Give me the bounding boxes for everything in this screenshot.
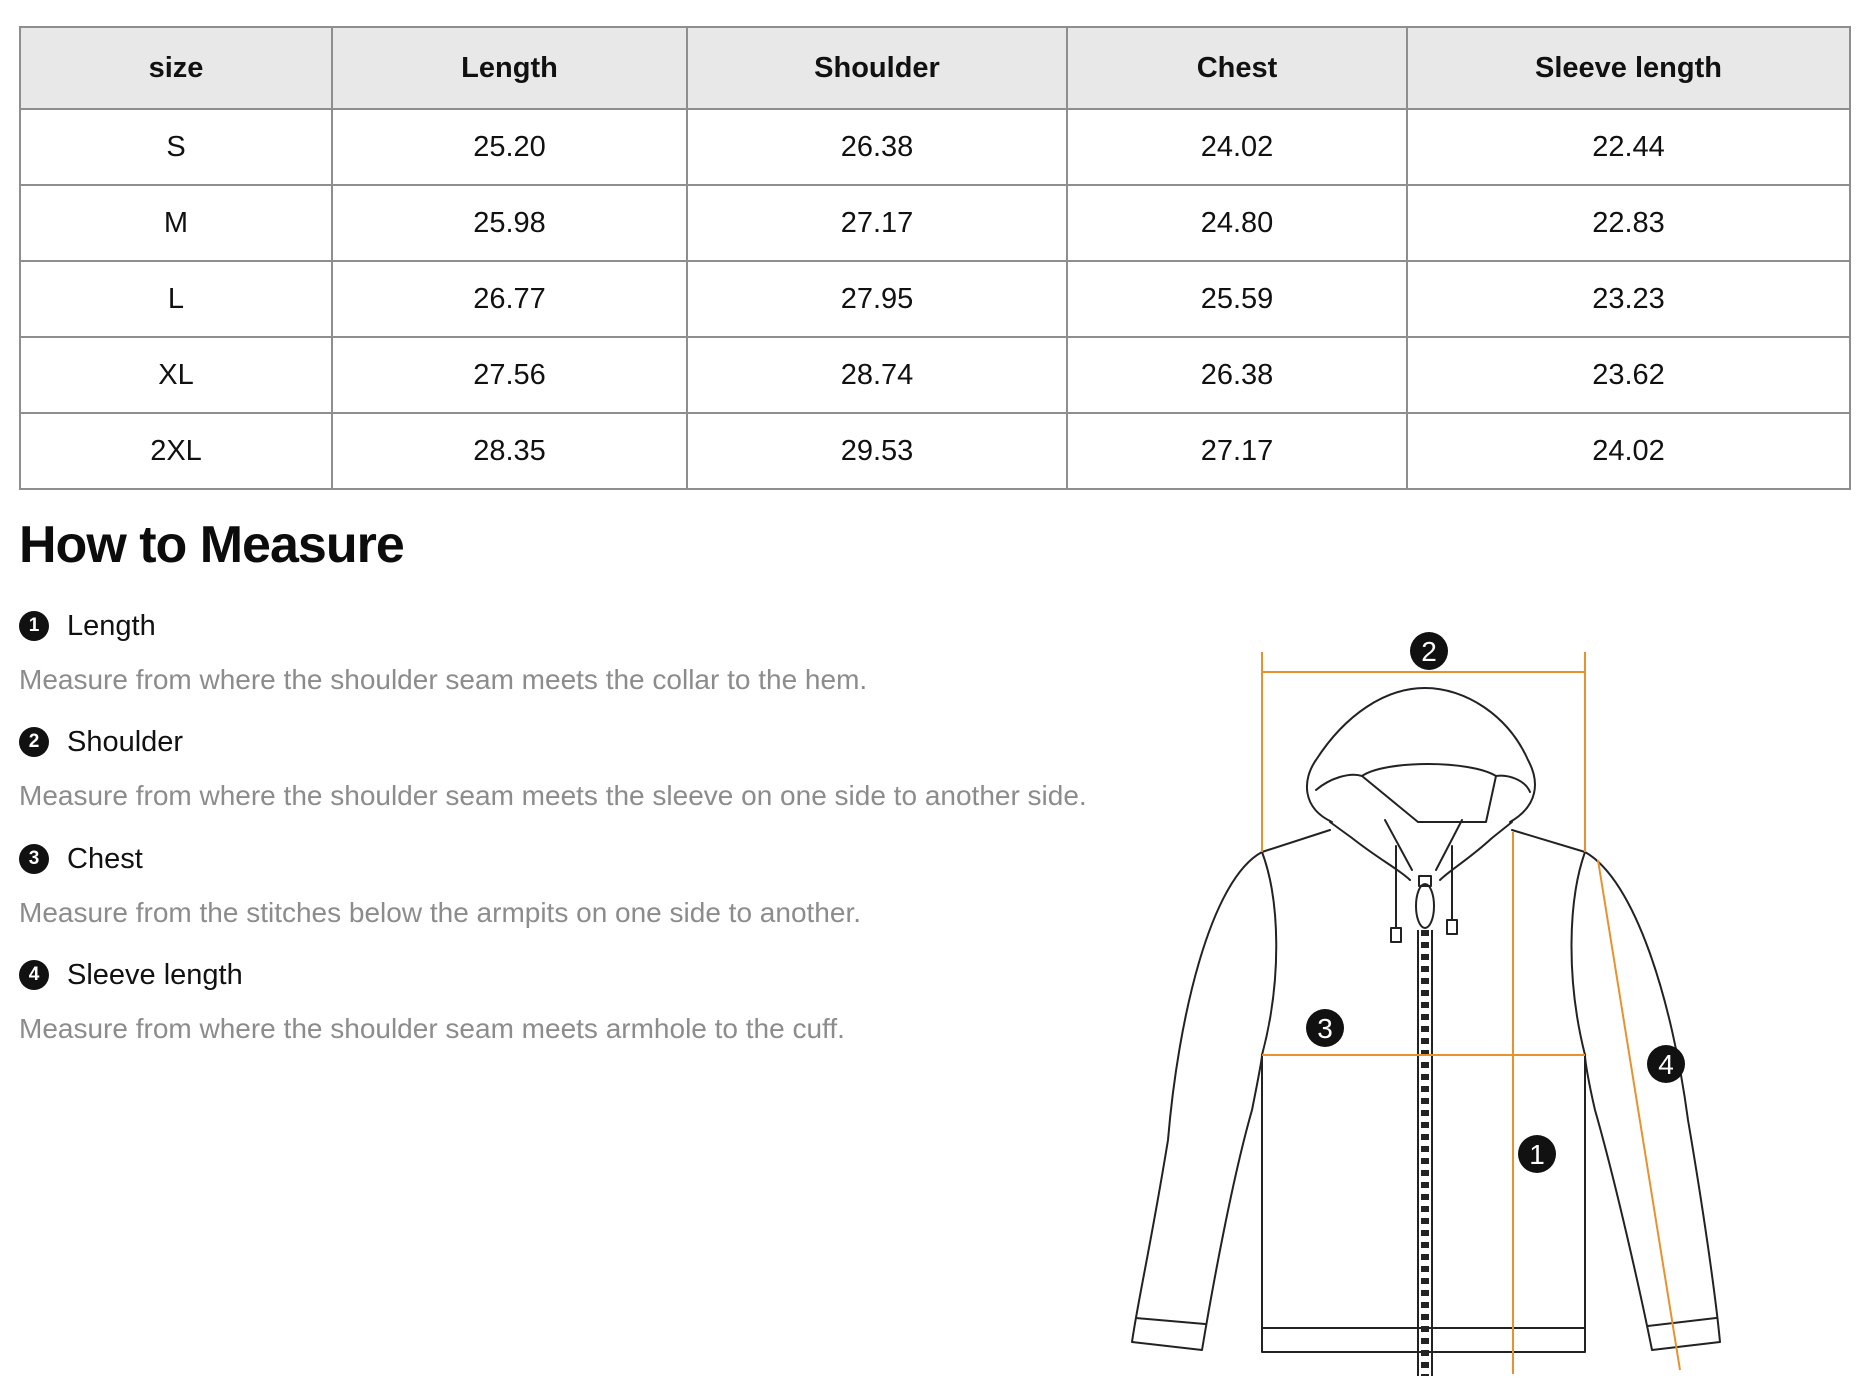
measure-item-description: Measure from where the shoulder seam meets the sleeve on one side to another side. [19, 780, 1087, 811]
measure-item-description: Measure from where the shoulder seam meets the collar to the hem. [19, 664, 868, 695]
header-shoulder: Shoulder [687, 27, 1067, 109]
cell-size: 2XL [20, 413, 332, 489]
measure-item-name: Chest [67, 842, 143, 875]
cell-chest: 25.59 [1067, 261, 1407, 337]
header-chest: Chest [1067, 27, 1407, 109]
measure-item-sleeve-length [19, 955, 1119, 1045]
how-to-measure-title: How to Measure [19, 516, 404, 574]
measure-item-header [19, 606, 1119, 646]
cell-shoulder: 29.53 [687, 413, 1067, 489]
cell-size: M [20, 185, 332, 261]
table-row [20, 261, 1850, 337]
header-size: size [20, 27, 332, 109]
marker-2-label: 2 [1421, 636, 1437, 667]
number-1-icon: 1 [19, 611, 49, 641]
cell-sleeve-length: 23.62 [1407, 337, 1850, 413]
table-row [20, 185, 1850, 261]
measure-item-header [19, 839, 1119, 879]
sleeve-measure-line [1598, 860, 1680, 1370]
cell-length: 27.56 [332, 337, 687, 413]
cell-shoulder: 27.17 [687, 185, 1067, 261]
cell-length: 26.77 [332, 261, 687, 337]
marker-3-label: 3 [1317, 1013, 1333, 1044]
cell-shoulder: 26.38 [687, 109, 1067, 185]
number-4-icon: 4 [19, 960, 49, 990]
cell-chest: 24.80 [1067, 185, 1407, 261]
marker-1-label: 1 [1529, 1139, 1545, 1170]
number-3-icon: 3 [19, 844, 49, 874]
table-row [20, 109, 1850, 185]
cell-size: S [20, 109, 332, 185]
cell-sleeve-length: 24.02 [1407, 413, 1850, 489]
measure-item-length [19, 606, 1119, 696]
measure-item-shoulder [19, 722, 1119, 812]
cell-chest: 24.02 [1067, 109, 1407, 185]
cell-length: 28.35 [332, 413, 687, 489]
measure-item-name: Sleeve length [67, 958, 243, 991]
measure-item-description: Measure from the stitches below the armpits on one side to another. [19, 897, 862, 928]
zipper [1418, 930, 1432, 1376]
size-chart-table [19, 26, 1851, 490]
cell-sleeve-length: 22.44 [1407, 109, 1850, 185]
cell-length: 25.98 [332, 185, 687, 261]
cell-size: L [20, 261, 332, 337]
number-2-icon: 2 [19, 727, 49, 757]
header-length: Length [332, 27, 687, 109]
cell-chest: 26.38 [1067, 337, 1407, 413]
cell-sleeve-length: 23.23 [1407, 261, 1850, 337]
table-row [20, 337, 1850, 413]
cell-shoulder: 28.74 [687, 337, 1067, 413]
cell-sleeve-length: 22.83 [1407, 185, 1850, 261]
cell-shoulder: 27.95 [687, 261, 1067, 337]
table-header-row [20, 27, 1850, 109]
marker-4-label: 4 [1658, 1049, 1674, 1080]
hoodie-measurement-diagram [1110, 620, 1750, 1380]
measure-item-description: Measure from where the shoulder seam meets armhole to the cuff. [19, 1013, 845, 1044]
measure-item-name: Length [67, 609, 156, 642]
cell-length: 25.20 [332, 109, 687, 185]
cell-chest: 27.17 [1067, 413, 1407, 489]
measure-item-name: Shoulder [67, 725, 184, 758]
measure-item-header [19, 722, 1119, 762]
measure-item-header [19, 955, 1119, 995]
measure-item-chest [19, 839, 1119, 929]
table-row [20, 413, 1850, 489]
cell-size: XL [20, 337, 332, 413]
header-sleeve-length: Sleeve length [1407, 27, 1850, 109]
